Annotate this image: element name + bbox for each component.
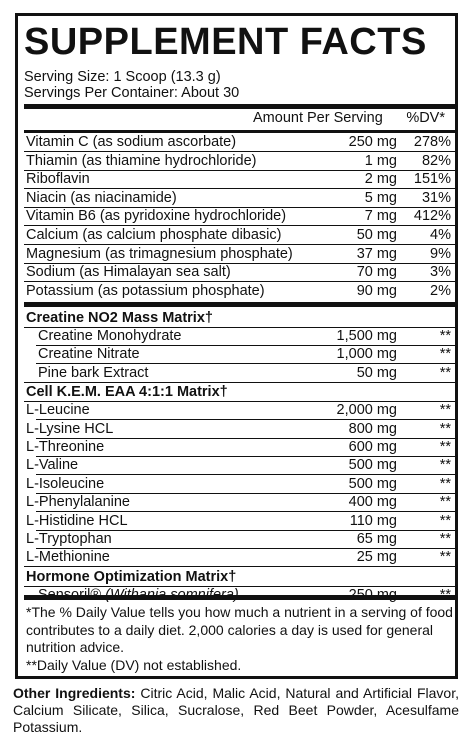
ingredient-dv: ** — [439, 549, 451, 566]
nutrient-dv: 278% — [413, 134, 451, 150]
ingredient-name — [38, 365, 148, 382]
nutrient-dv: 82% — [421, 152, 451, 169]
ingredient-row — [24, 476, 455, 494]
ingredient-name — [38, 346, 140, 363]
ingredient-row — [24, 365, 455, 383]
ingredient-dv: ** — [439, 475, 451, 492]
ingredient-dv: ** — [439, 531, 451, 547]
nutrient-dv: 4% — [430, 227, 451, 243]
nutrient-row — [24, 208, 455, 226]
matrix-title: Creatine NO2 Mass Matrix† — [26, 310, 213, 326]
nutrient-amount: 70 mg — [356, 264, 397, 281]
ingredient-row — [24, 513, 455, 531]
nutrient-row — [24, 190, 455, 208]
nutrient-name: Thiamin (as thiamine hydrochloride) — [26, 152, 257, 169]
nutrient-amount: 250 mg — [348, 134, 397, 150]
ingredient-dv: ** — [439, 328, 451, 344]
matrix-title: Hormone Optimization Matrix† — [26, 568, 237, 585]
ingredient-amount: 500 mg — [348, 457, 397, 474]
nutrient-amount: 37 mg — [356, 245, 397, 262]
ingredient-dv: ** — [439, 346, 451, 363]
ingredient-row — [24, 494, 455, 512]
footnote-dv-not-established: **Daily Value (DV) not established. — [26, 657, 242, 673]
other-ingredients-label: Other Ingredients: — [13, 685, 136, 701]
ingredient-name-text: L-Valine — [26, 457, 79, 474]
ingredient-amount: 1,500 mg — [336, 328, 397, 344]
nutrient-name: Vitamin C (as sodium ascorbate) — [26, 134, 237, 150]
servings-per-container: Servings Per Container: About 30 — [24, 85, 240, 101]
ingredient-name-text: L-Threonine — [26, 439, 105, 455]
dv-header: %DV* — [406, 110, 445, 126]
nutrient-name: Potassium (as potassium phosphate) — [26, 282, 265, 299]
nutrient-amount: 2 mg — [364, 171, 397, 188]
ingredient-name — [26, 402, 90, 419]
other-ingredients-text: Citric Acid, Malic Acid, Natural and Artificial Flavor, Calcium Silicate, Silica, Sucralose, Red Beet Powder, Acesulfame Potassium. — [13, 685, 459, 735]
ingredient-amount: 110 mg — [349, 512, 397, 529]
ingredient-row — [24, 328, 455, 346]
other-ingredients — [13, 685, 459, 736]
ingredient-name — [26, 439, 104, 456]
ingredient-dv: ** — [439, 402, 451, 419]
nutrient-name: Calcium (as calcium phosphate dibasic) — [26, 227, 282, 243]
ingredient-name — [26, 476, 104, 493]
nutrient-row — [24, 264, 455, 282]
ingredient-dv: ** — [439, 420, 451, 437]
matrix-title: Cell K.E.M. EAA 4:1:1 Matrix† — [26, 384, 228, 401]
ingredient-row — [24, 531, 455, 549]
ingredient-name — [26, 494, 130, 511]
ingredient-row — [24, 402, 455, 420]
ingredient-dv: ** — [439, 494, 451, 511]
ingredient-amount: 500 mg — [348, 475, 397, 492]
ingredient-name — [26, 513, 128, 530]
nutrient-amount: 7 mg — [364, 208, 397, 225]
ingredient-name-text: L-Methionine — [26, 549, 110, 566]
panel-title: SUPPLEMENT FACTS — [24, 21, 427, 63]
nutrient-row — [24, 283, 455, 301]
ingredient-dv: ** — [439, 364, 451, 381]
ingredient-amount: 65 mg — [356, 531, 397, 547]
supplement-facts-panel — [15, 13, 458, 679]
ingredient-dv: ** — [439, 457, 451, 474]
ingredient-name-text: L-Leucine — [26, 402, 90, 419]
nutrient-dv: 2% — [430, 282, 451, 299]
ingredient-name-text: L-Phenylalanine — [26, 494, 130, 511]
ingredient-name-text: Creatine Nitrate — [38, 346, 140, 363]
nutrient-row — [24, 171, 455, 189]
nutrient-name: Riboflavin — [26, 171, 90, 188]
ingredient-row — [24, 421, 455, 439]
ingredient-name-text: Creatine Monohydrate — [38, 328, 182, 344]
ingredient-name-text: L-Isoleucine — [26, 475, 105, 492]
nutrient-row — [24, 134, 455, 152]
footnote-daily-value: *The % Daily Value tells you how much a nutrient in a serving of food contributes to a daily diet. 2,000 calories a day is used for general nutrition advice. — [26, 604, 453, 655]
nutrient-amount: 90 mg — [356, 282, 397, 299]
ingredient-name — [26, 531, 112, 548]
row-divider — [24, 566, 455, 567]
ingredient-name — [26, 421, 113, 438]
ingredient-amount: 25 mg — [356, 549, 397, 566]
nutrient-row — [24, 153, 455, 171]
ingredient-row — [24, 346, 455, 364]
ingredient-row — [24, 457, 455, 475]
ingredient-amount: 800 mg — [348, 420, 397, 437]
nutrient-amount: 50 mg — [356, 227, 397, 243]
ingredient-amount: 600 mg — [348, 439, 397, 455]
amount-per-serving-header: Amount Per Serving — [253, 110, 383, 126]
ingredient-name — [26, 457, 78, 474]
row-divider — [24, 382, 455, 383]
nutrient-dv: 3% — [430, 264, 451, 281]
nutrient-dv: 9% — [430, 245, 451, 262]
ingredient-amount: 1,000 mg — [336, 346, 397, 363]
nutrient-amount: 5 mg — [364, 189, 397, 206]
thick-divider — [24, 302, 455, 307]
nutrient-name: Niacin (as niacinamide) — [26, 189, 177, 206]
ingredient-name-text: Pine bark Extract — [38, 364, 149, 381]
nutrient-dv: 412% — [413, 208, 451, 225]
ingredient-amount: 400 mg — [348, 494, 397, 511]
nutrient-name: Magnesium (as trimagnesium phosphate) — [26, 245, 293, 262]
nutrient-amount: 1 mg — [364, 152, 397, 169]
ingredient-amount: 50 mg — [356, 364, 397, 381]
nutrient-dv: 151% — [413, 171, 451, 188]
ingredient-amount: 2,000 mg — [336, 402, 397, 419]
ingredient-name-text: L-Tryptophan — [26, 531, 112, 547]
ingredient-name — [26, 549, 110, 566]
ingredient-dv: ** — [439, 439, 451, 455]
thick-divider — [24, 595, 455, 600]
nutrient-name: Sodium (as Himalayan sea salt) — [26, 264, 231, 281]
nutrient-row — [24, 246, 455, 264]
ingredient-name-text: L-Histidine HCL — [26, 512, 128, 529]
ingredient-dv: ** — [439, 512, 451, 529]
nutrient-name: Vitamin B6 (as pyridoxine hydrochloride) — [26, 208, 287, 225]
ingredient-name — [38, 328, 181, 345]
ingredient-row — [24, 439, 455, 457]
thick-divider — [24, 104, 455, 109]
medium-divider — [24, 130, 455, 133]
nutrient-row — [24, 227, 455, 245]
nutrient-dv: 31% — [421, 189, 451, 206]
ingredient-row — [24, 549, 455, 567]
ingredient-name-text: L-Lysine HCL — [26, 420, 114, 437]
serving-size: Serving Size: 1 Scoop (13.3 g) — [24, 69, 221, 85]
